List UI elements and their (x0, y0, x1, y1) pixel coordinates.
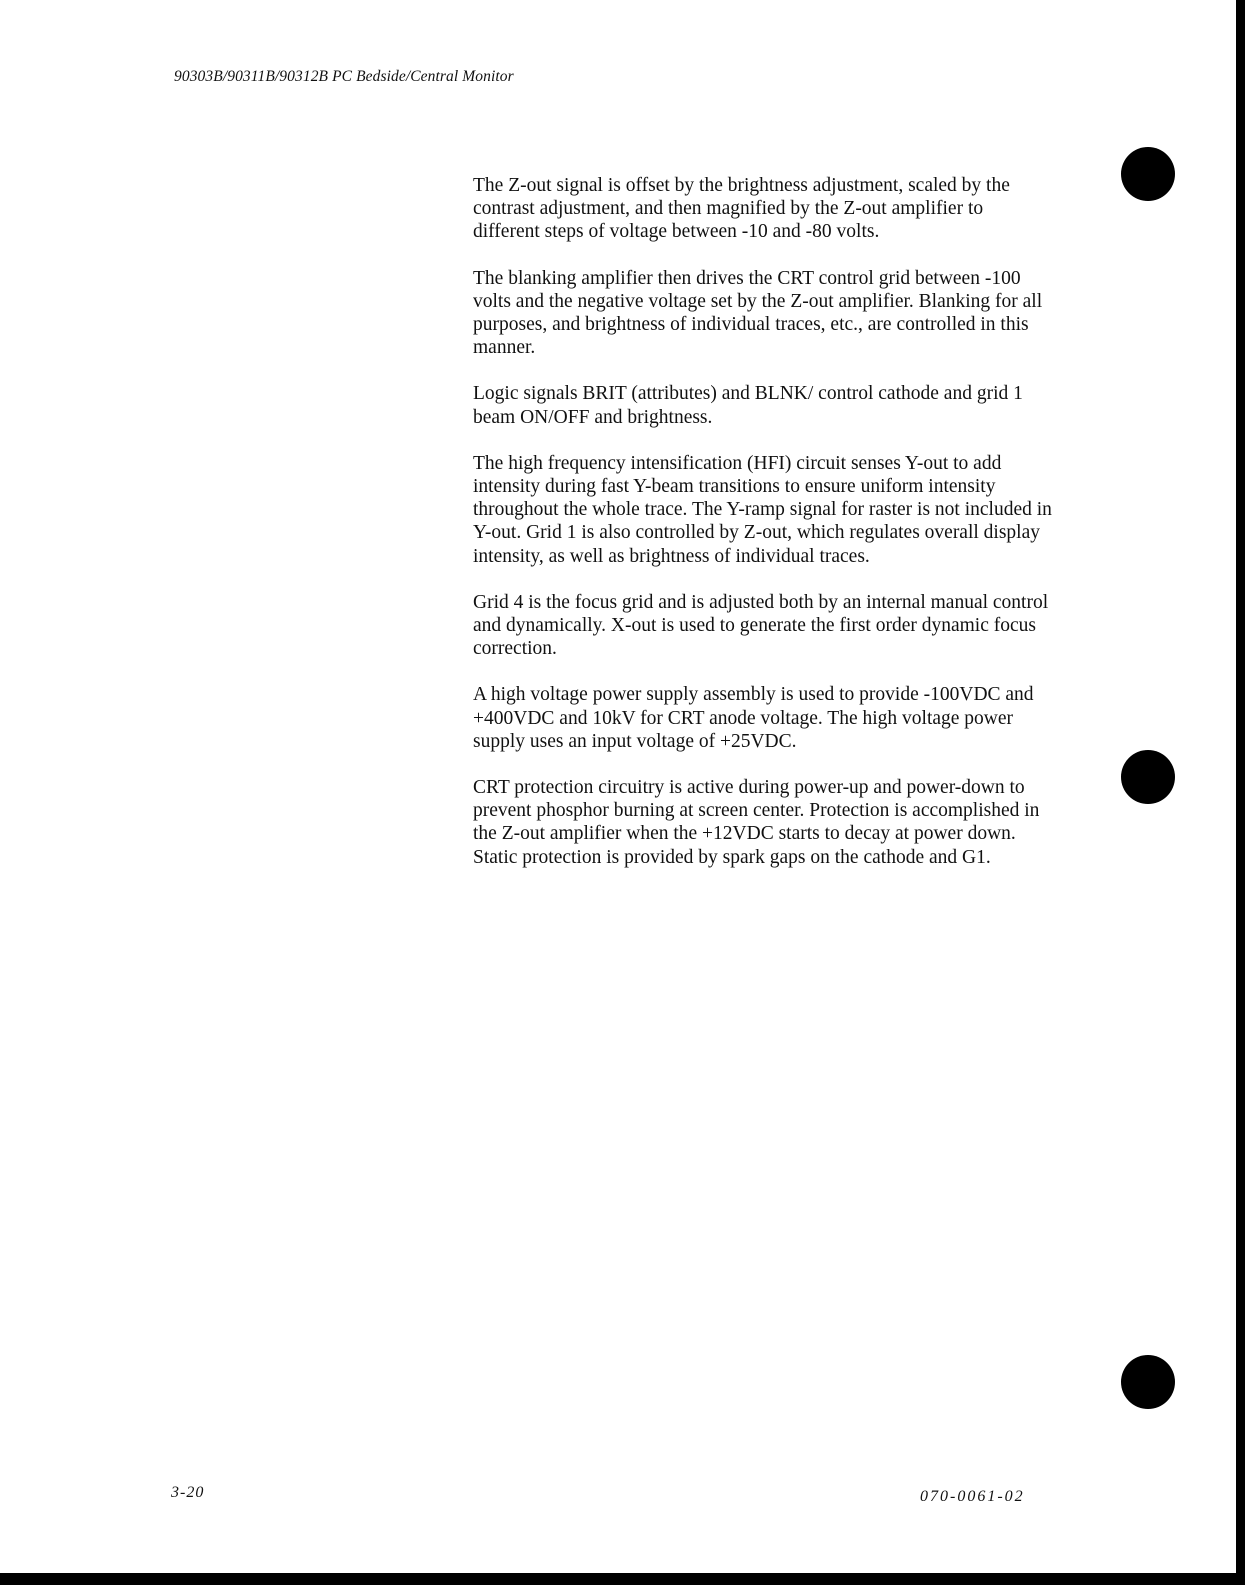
paragraph-z-out: The Z-out signal is offset by the brightness adjustment, scaled by the contrast adjustment, and then magnified by the Z-out amplifier to different steps of voltage between -10 and -80 volts. (473, 175, 1010, 243)
page-edge-right (1236, 0, 1245, 1585)
page-number: 3-20 (171, 1484, 205, 1501)
body-text (473, 174, 1053, 892)
punch-hole-middle (1121, 750, 1175, 804)
paragraph-logic-signals: Logic signals BRIT (attributes) and BLNK/ control cathode and grid 1 beam ON/OFF and brightness. (473, 383, 1023, 428)
paragraph-crt-protection: CRT protection circuitry is active during power-up and power-down to prevent phosphor burning at screen center. Protection is accomplished in the Z-out amplifier when the +12VDC starts to decay at power down. Static protection is provided by spark gaps on the cathode and G1. (473, 777, 1040, 868)
paragraph-hfi: The high frequency intensification (HFI) circuit senses Y-out to add intensity during fast Y-beam transitions to ensure uniform intensity throughout the whole trace. The Y-ramp signal for raster is not included in Y-out. Grid 1 is also controlled by Z-out, which regulates overall display intensity, as well as brightness of individual traces. (473, 452, 1052, 567)
document-number: 070-0061-02 (920, 1488, 1025, 1505)
running-header: 90303B/90311B/90312B PC Bedside/Central Monitor (174, 68, 514, 85)
paragraph-high-voltage: A high voltage power supply assembly is used to provide -100VDC and +400VDC and 10kV for CRT anode voltage. The high voltage power supply uses an input voltage of +25VDC. (473, 684, 1034, 752)
paragraph-grid-4: Grid 4 is the focus grid and is adjusted both by an internal manual control and dynamically. X-out is used to generate the first order dynamic focus correction. (473, 591, 1049, 660)
punch-hole-bottom (1121, 1355, 1175, 1409)
punch-hole-top (1121, 147, 1175, 201)
paragraph-blanking: The blanking amplifier then drives the CRT control grid between -100 volts and the negative voltage set by the Z-out amplifier. Blanking for all purposes, and brightness of individual traces, etc., are controlled in this manner. (473, 267, 1043, 359)
page-edge-bottom (0, 1573, 1245, 1585)
